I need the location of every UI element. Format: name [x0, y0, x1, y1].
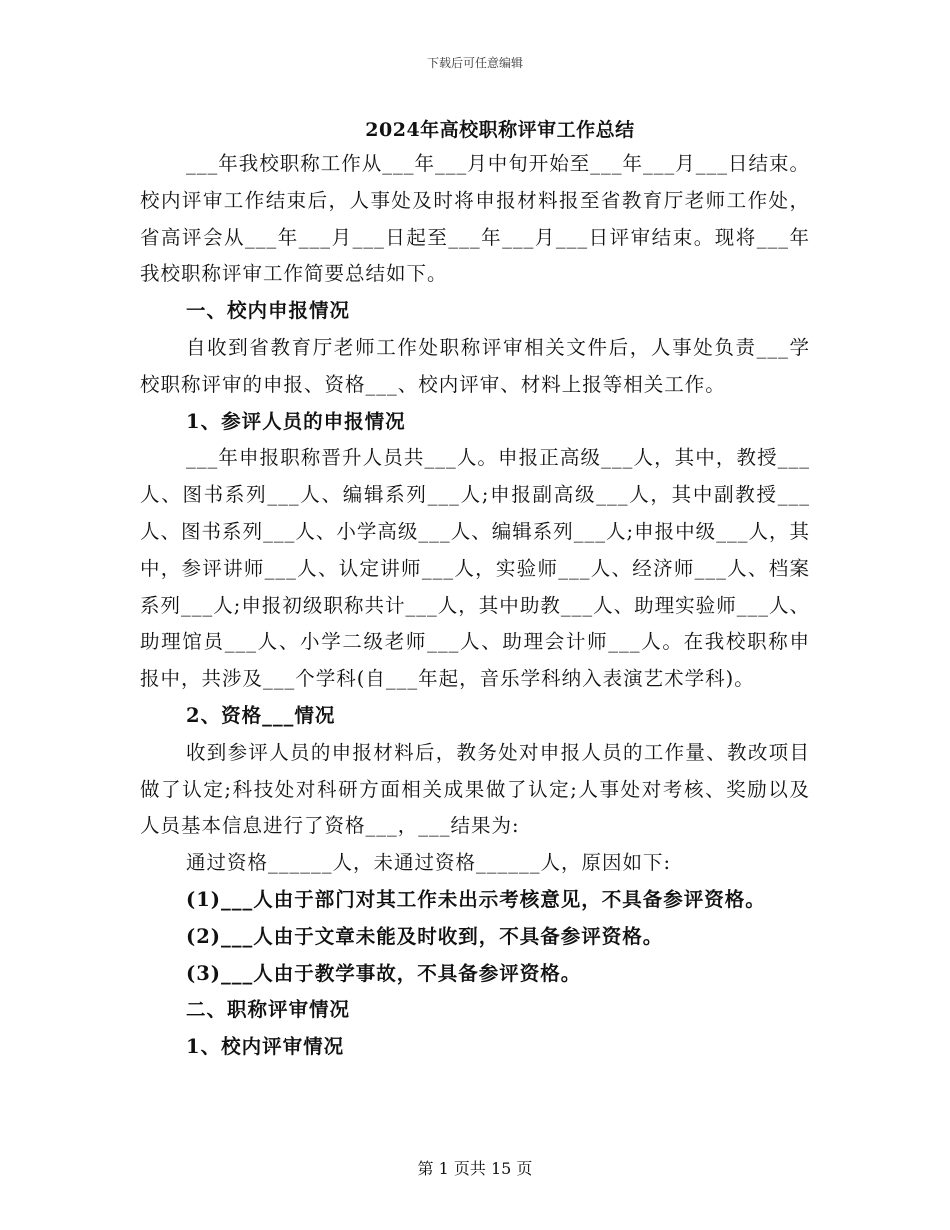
paragraph-qualification-review: 收到参评人员的申报材料后，教务处对申报人员的工作量、教改项目做了认定;科技处对科研方面相关成果做了认定;人事处对考核、奖励以及人员基本信息进行了资格___，___结果为: [140, 740, 810, 838]
subheading-qualification: 2、资格___情况 [186, 703, 336, 727]
paragraph-pass-counts: 通过资格______人，未通过资格______人，原因如下: [186, 851, 672, 875]
intro-paragraph: ___年我校职称工作从___年___月中旬开始至___年___月___日结束。校内评审工作结束后，人事处及时将申报材料报至省教育厅老师工作处，省高评会从___年___月___日起至___年___月___日评审结束。现将___年我校职称评审工作简要总结如下。 [140, 152, 811, 286]
section-heading-2: 二、职称评审情况 [186, 998, 351, 1022]
section-heading-1: 一、校内申报情况 [186, 299, 351, 323]
document-title: 2024年高校职称评审工作总结 [365, 119, 635, 141]
paragraph-application-duties: 自收到省教育厅老师工作处职称评审相关文件后，人事处负责___学校职称评审的申报、资格___、校内评审、材料上报等相关工作。 [140, 335, 810, 396]
reason-item-1: (1)___人由于部门对其工作未出示考核意见，不具备参评资格。 [186, 887, 766, 911]
reason-item-3: (3)___人由于教学事故，不具备参评资格。 [186, 961, 582, 985]
paragraph-applicant-counts: ___年申报职称晋升人员共___人。申报正高级___人，其中，教授___人、图书系列___人、编辑系列___人;申报副高级___人，其中副教授___人、图书系列___人、小学高级___人、编辑系列___人;申报中级___人，其中，参评讲师___人、认定讲师___人，实验师___人、经济师___人、档案系列___人;申报初级职称共计___人，其中助教___人、助理实验师___人、助理馆员___人、小学二级老师___人、助理会计师___人。在我校职称申报中，共涉及___个学科(自___年起，音乐学科纳入表演艺术学科)。 [140, 446, 810, 691]
document-body [140, 146, 810, 1066]
page-number: 第 1 页共 15 页 [417, 1159, 533, 1178]
subheading-internal-review: 1、校内评审情况 [186, 1035, 345, 1059]
header-note: 下载后可任意编辑 [426, 56, 523, 70]
subheading-applicants: 1、参评人员的申报情况 [186, 409, 406, 433]
reason-item-2: (2)___人由于文章未能及时收到，不具备参评资格。 [186, 924, 664, 948]
